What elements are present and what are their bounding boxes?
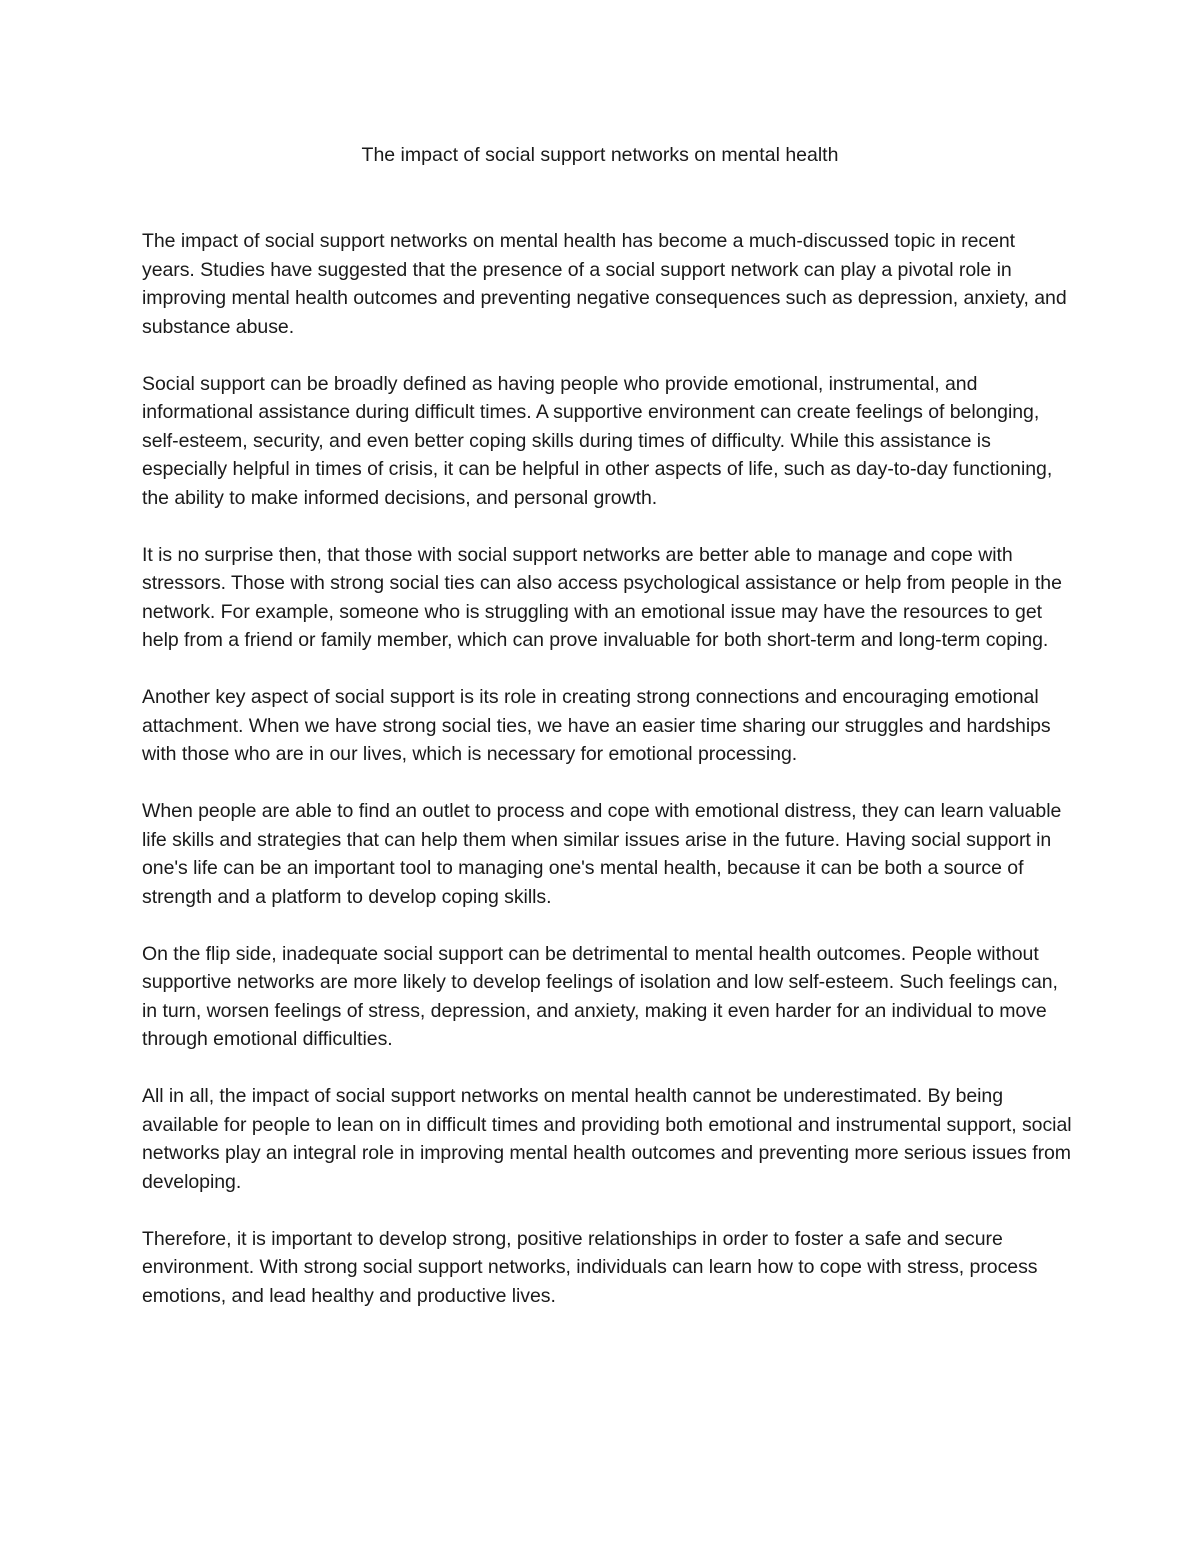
paragraph-7: All in all, the impact of social support networks on mental health cannot be underestimated. By being available for people to lean on in difficult times and providing both emotional and instrumental support, social networks play an integral role in improving mental health outcomes and preventing more serious issues from developing.	[142, 1085, 1072, 1193]
paragraph-6: On the flip side, inadequate social support can be detrimental to mental health outcomes. People without supportive networks are more likely to develop feelings of isolation and low self-esteem. Such feelings can, in turn, worsen feelings of stress, depression, and anxiety, making it even harder for an individual to move through emotional difficulties.	[142, 942, 1058, 1050]
paragraph-5: When people are able to find an outlet to process and cope with emotional distress, they can learn valuable life skills and strategies that can help them when similar issues arise in the future. Having social support in one's life can be an important tool to managing one's mental health, because it can be both a source of strength and a platform to develop coping skills.	[142, 800, 1062, 908]
paragraph-4: Another key aspect of social support is its role in creating strong connections and encouraging emotional attachment. When we have strong social ties, we have an easier time sharing our struggles and hardships with those who are in our lives, which is necessary for emotional processing.	[142, 686, 1051, 765]
paragraph-8: Therefore, it is important to develop strong, positive relationships in order to foster a safe and secure environment. With strong social support networks, individuals can learn how to cope with stress, process emotions, and lead healthy and productive lives.	[142, 1227, 1038, 1307]
document-title: The impact of social support networks on mental health	[361, 144, 839, 166]
paragraph-1: The impact of social support networks on mental health has become a much-discussed topic in recent years. Studies have suggested that the presence of a social support network can play a pivotal role in improving mental health outcomes and preventing negative consequences such as depression, anxiety, and substance abuse.	[142, 230, 1067, 338]
document-body	[142, 227, 1072, 1339]
paragraph-2: Social support can be broadly defined as having people who provide emotional, instrumental, and informational assistance during difficult times. A supportive environment can create feelings of belonging, self-esteem, security, and even better coping skills during times of difficulty. While this assistance is especially helpful in times of crisis, it can be helpful in other aspects of life, such as day-to-day functioning, the ability to make informed decisions, and personal growth.	[142, 372, 1053, 509]
paragraph-3: It is no surprise then, that those with social support networks are better able to manage and cope with stressors. Those with strong social ties can also access psychological assistance or help from people in the network. For example, someone who is struggling with an emotional issue may have the resources to get help from a friend or family member, which can prove invaluable for both short-term and long-term coping.	[142, 543, 1062, 651]
